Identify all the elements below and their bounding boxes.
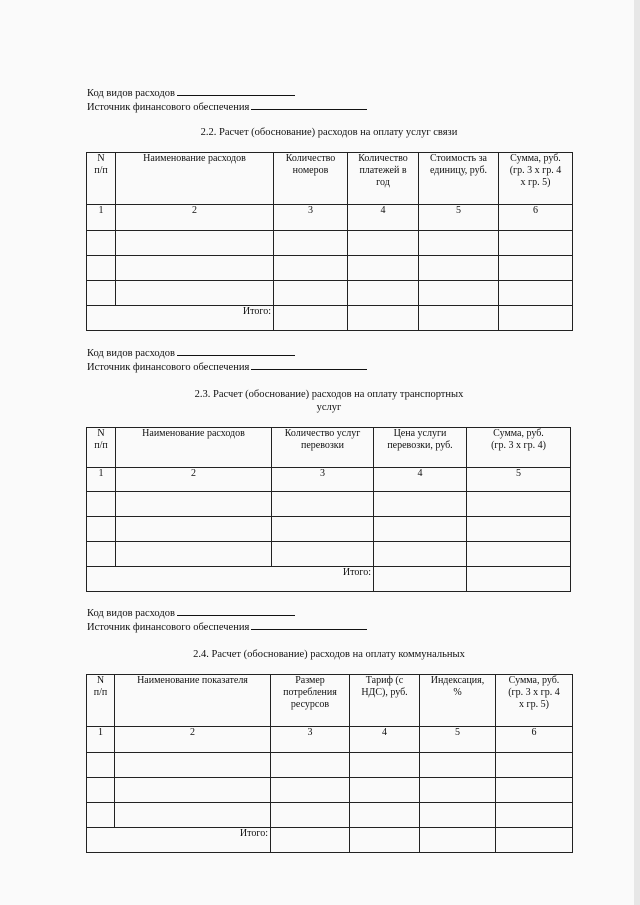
section-title-2-2	[86, 126, 572, 139]
table-cell[interactable]	[467, 567, 571, 592]
table-cell[interactable]	[272, 492, 374, 517]
table-cell[interactable]	[272, 517, 374, 542]
column-number-row	[87, 205, 573, 231]
table-cell[interactable]	[496, 753, 573, 778]
section-title-line: 2.3. Расчет (обоснование) расходов на оплату транспортных	[194, 389, 464, 400]
table-row	[87, 517, 571, 542]
table-cell[interactable]	[419, 306, 499, 331]
page-edge	[634, 0, 640, 905]
table-cell[interactable]	[115, 753, 271, 778]
table-cell[interactable]	[272, 542, 374, 567]
col-number: 4	[348, 205, 419, 231]
table-cell[interactable]	[350, 803, 420, 828]
kod-label: Код видов расходов	[87, 88, 175, 99]
total-row	[87, 306, 573, 331]
col-header-5: Стоимость за единицу, руб.	[419, 153, 499, 205]
table-cell[interactable]	[499, 281, 573, 306]
col-header-n: N п/п	[87, 675, 115, 727]
table-2-3	[86, 427, 571, 592]
table-cell[interactable]	[271, 778, 350, 803]
table-cell[interactable]	[87, 542, 116, 567]
col-header-6: Сумма, руб. (гр. 3 x гр. 4 x гр. 5)	[496, 675, 573, 727]
table-cell[interactable]	[374, 517, 467, 542]
total-label: Итого:	[87, 828, 271, 853]
col-number: 3	[272, 468, 374, 492]
table-cell[interactable]	[496, 803, 573, 828]
table-cell[interactable]	[419, 281, 499, 306]
col-number: 1	[87, 727, 115, 753]
table-row	[87, 256, 573, 281]
col-number: 1	[87, 205, 116, 231]
col-header-n: N п/п	[87, 153, 116, 205]
table-2-4	[86, 674, 573, 853]
table-cell[interactable]	[271, 803, 350, 828]
col-header-n: N п/п	[87, 428, 116, 468]
table-cell[interactable]	[115, 778, 271, 803]
col-header-3: Количество услуг перевозки	[272, 428, 374, 468]
table-cell[interactable]	[496, 778, 573, 803]
table-cell[interactable]	[87, 778, 115, 803]
col-header-4: Тариф (с НДС), руб.	[350, 675, 420, 727]
table-row	[87, 778, 573, 803]
source-label: Источник финансового обеспечения	[87, 102, 250, 113]
kod-blank	[177, 86, 295, 96]
table-cell[interactable]	[374, 567, 467, 592]
table-cell[interactable]	[274, 231, 348, 256]
table-cell[interactable]	[419, 231, 499, 256]
col-number: 2	[116, 205, 274, 231]
col-number: 5	[467, 468, 571, 492]
table-cell[interactable]	[467, 542, 571, 567]
table-row	[87, 281, 573, 306]
col-number: 3	[274, 205, 348, 231]
col-number: 4	[374, 468, 467, 492]
table-cell[interactable]	[116, 231, 274, 256]
table-cell[interactable]	[420, 803, 496, 828]
table-cell[interactable]	[348, 256, 419, 281]
col-number: 3	[271, 727, 350, 753]
table-cell[interactable]	[420, 753, 496, 778]
table-cell[interactable]	[496, 828, 573, 853]
col-number: 4	[350, 727, 420, 753]
table-cell[interactable]	[499, 256, 573, 281]
table-cell[interactable]	[467, 492, 571, 517]
section-title-2-4	[86, 648, 572, 661]
table-2-2	[86, 152, 573, 331]
column-number-row	[87, 468, 571, 492]
table-cell[interactable]	[350, 828, 420, 853]
source-blank	[251, 100, 367, 110]
kod-label: Код видов расходов	[87, 348, 175, 359]
kod-label: Код видов расходов	[87, 608, 175, 619]
istochnik-finansirovaniya-2	[87, 360, 367, 375]
table-cell[interactable]	[87, 753, 115, 778]
table-cell[interactable]	[499, 231, 573, 256]
total-label: Итого:	[87, 567, 374, 592]
table-cell[interactable]	[274, 281, 348, 306]
col-header-3: Размер потребления ресурсов	[271, 675, 350, 727]
column-number-row	[87, 727, 573, 753]
col-header-3: Количество номеров	[274, 153, 348, 205]
table-cell[interactable]	[274, 256, 348, 281]
col-header-5: Индексация, %	[420, 675, 496, 727]
source-label: Источник финансового обеспечения	[87, 362, 250, 373]
col-number: 6	[499, 205, 573, 231]
table-header-row	[87, 428, 571, 468]
table-cell[interactable]	[116, 517, 272, 542]
table-cell[interactable]	[115, 803, 271, 828]
table-cell[interactable]	[274, 306, 348, 331]
table-row	[87, 542, 571, 567]
source-blank	[251, 360, 367, 370]
col-header-name: Наименование расходов	[116, 153, 274, 205]
table-cell[interactable]	[467, 517, 571, 542]
table-cell[interactable]	[348, 281, 419, 306]
kod-blank	[177, 606, 295, 616]
section-title-line: 2.4. Расчет (обоснование) расходов на оплату коммунальных	[193, 649, 465, 660]
table-cell[interactable]	[116, 542, 272, 567]
table-row	[87, 753, 573, 778]
col-header-4: Цена услуги перевозки, руб.	[374, 428, 467, 468]
col-number: 5	[419, 205, 499, 231]
col-header-name: Наименование показателя	[115, 675, 271, 727]
table-cell[interactable]	[499, 306, 573, 331]
table-cell[interactable]	[374, 542, 467, 567]
table-row	[87, 231, 573, 256]
section-title-line: 2.2. Расчет (обоснование) расходов на оплату услуг связи	[200, 127, 458, 138]
table-cell[interactable]	[87, 517, 116, 542]
istochnik-finansirovaniya-1	[87, 100, 367, 115]
table-cell[interactable]	[116, 281, 274, 306]
total-row	[87, 567, 571, 592]
table-cell[interactable]	[374, 492, 467, 517]
kod-blank	[177, 346, 295, 356]
table-cell[interactable]	[419, 256, 499, 281]
table-cell[interactable]	[271, 753, 350, 778]
table-cell[interactable]	[87, 281, 116, 306]
source-label: Источник финансового обеспечения	[87, 622, 250, 633]
col-number: 2	[116, 468, 272, 492]
istochnik-finansirovaniya-3	[87, 620, 367, 635]
table-cell[interactable]	[87, 256, 116, 281]
table-row	[87, 803, 573, 828]
table-cell[interactable]	[420, 778, 496, 803]
kod-vidov-raskhodov-2	[87, 346, 295, 361]
col-header-name: Наименование расходов	[116, 428, 272, 468]
table-cell[interactable]	[348, 306, 419, 331]
table-cell[interactable]	[348, 231, 419, 256]
table-header-row	[87, 675, 573, 727]
col-header-4: Количество платежей в год	[348, 153, 419, 205]
col-header-6: Сумма, руб. (гр. 3 x гр. 4 x гр. 5)	[499, 153, 573, 205]
col-header-5: Сумма, руб. (гр. 3 x гр. 4)	[467, 428, 571, 468]
table-cell[interactable]	[420, 828, 496, 853]
table-cell[interactable]	[116, 256, 274, 281]
col-number: 5	[420, 727, 496, 753]
table-cell[interactable]	[87, 803, 115, 828]
table-cell[interactable]	[87, 492, 116, 517]
section-title-line: услуг	[316, 402, 342, 413]
kod-vidov-raskhodov-3	[87, 606, 295, 621]
table-row	[87, 492, 571, 517]
table-header-row	[87, 153, 573, 205]
kod-vidov-raskhodov-1	[87, 86, 295, 101]
total-label: Итого:	[87, 306, 274, 331]
total-row	[87, 828, 573, 853]
source-blank	[251, 620, 367, 630]
section-title-2-3	[86, 388, 572, 414]
col-number: 1	[87, 468, 116, 492]
col-number: 2	[115, 727, 271, 753]
table-cell[interactable]	[350, 778, 420, 803]
table-cell[interactable]	[87, 231, 116, 256]
table-cell[interactable]	[271, 828, 350, 853]
table-cell[interactable]	[350, 753, 420, 778]
col-number: 6	[496, 727, 573, 753]
table-cell[interactable]	[116, 492, 272, 517]
